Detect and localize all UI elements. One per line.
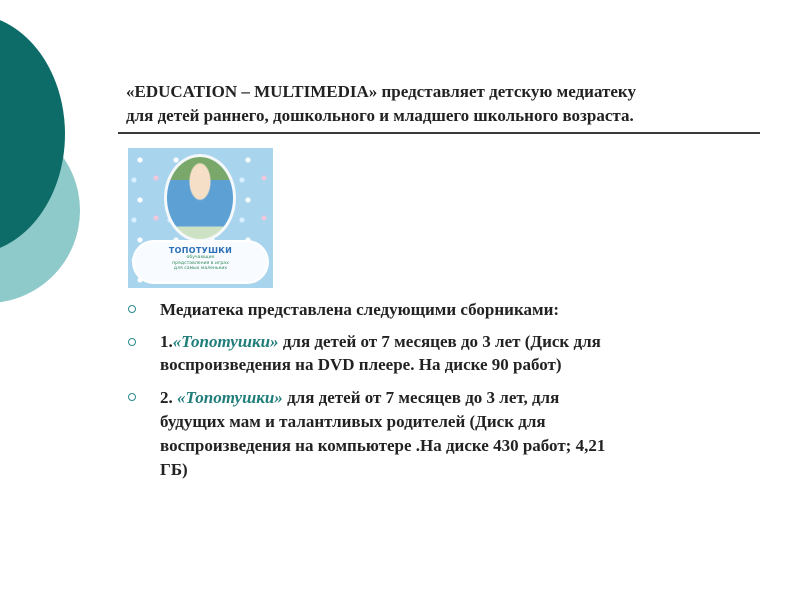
title-line-1: «EDUCATION – MULTIMEDIA» представляет детскую медиатеку — [126, 82, 636, 101]
item1-collection-name: «Топотушки» — [172, 332, 279, 351]
cover-cloud-label — [134, 242, 267, 282]
item1-line2: воспроизведения на DVD плеере. На диске 90 работ) — [160, 355, 562, 374]
slide-title — [126, 80, 766, 128]
item2-line1-rest: для детей от 7 месяцев до 3 лет, для — [282, 388, 560, 407]
item1-line1 — [160, 331, 766, 353]
cover-subtitle-line: представления в играх — [172, 260, 229, 266]
bullet-circle-icon — [128, 338, 136, 346]
list-item — [126, 298, 766, 322]
item2-prefix: 2. — [160, 388, 177, 407]
item2-line3: воспроизведения на компьютере .На диске 430 работ; 4,21 — [160, 436, 606, 455]
item2-collection-name: «Топотушки» — [177, 388, 283, 407]
bullet-circle-icon — [128, 393, 136, 401]
item2-line2: будущих мам и талантливых родителей (Диск для — [160, 412, 546, 431]
cover-brand: ТОПОТУШКИ — [168, 246, 233, 255]
dvd-cover-image — [128, 148, 273, 288]
cover-subtitle-line: обучающие — [186, 255, 215, 260]
item1-prefix: 1. — [160, 332, 173, 351]
title-line-2: для детей раннего, дошкольного и младшего школьного возраста. — [126, 106, 634, 125]
child-photo — [164, 154, 236, 242]
item2-line4: ГБ) — [160, 460, 188, 479]
bullet-circle-icon — [128, 305, 136, 313]
list-item — [126, 386, 766, 482]
bullet-list — [126, 298, 766, 491]
list-item — [126, 331, 766, 377]
item1-line1-rest: для детей от 7 месяцев до 3 лет (Диск для — [278, 332, 601, 351]
item2-line1 — [160, 386, 766, 410]
cover-subtitle-line: для самых маленьких — [173, 266, 228, 271]
title-divider — [118, 132, 760, 134]
bullet-intro-text: Медиатека представлена следующими сборниками: — [160, 300, 560, 319]
